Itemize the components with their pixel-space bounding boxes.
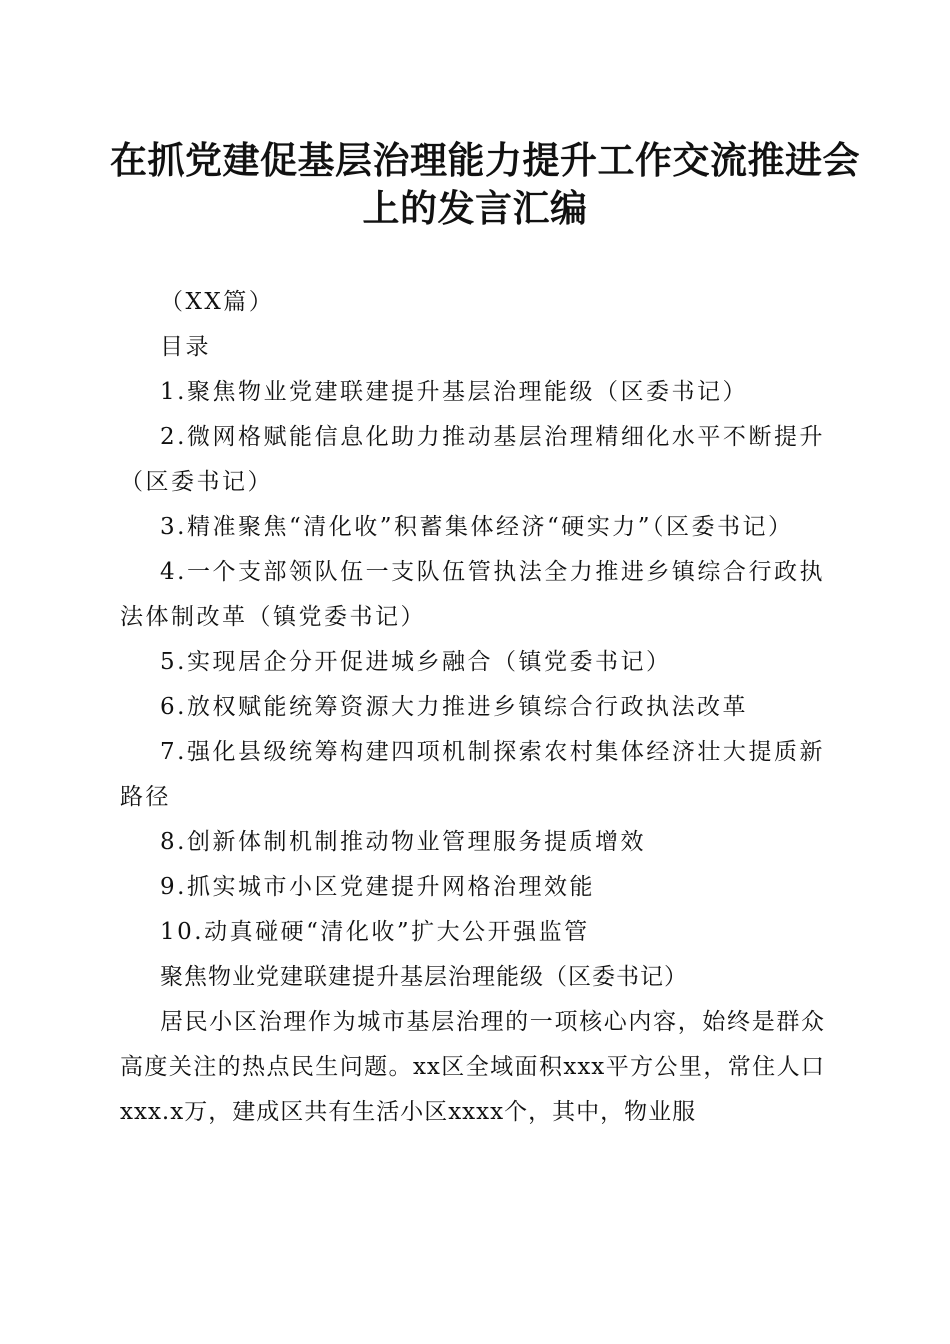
section-heading: 聚焦物业党建联建提升基层治理能级（区委书记） xyxy=(160,964,688,990)
toc-heading: 目录 xyxy=(160,334,211,360)
toc-item: 1.聚焦物业党建联建提升基层治理能级（区委书记） xyxy=(160,379,748,405)
toc-item: 3.精准聚焦“清化收”积蓄集体经济“硬实力”（区委书记） xyxy=(160,514,794,540)
toc-item: 2.微网格赋能信息化助力推动基层治理精细化水平不断提升（区委书记） xyxy=(120,424,825,495)
subtitle: （XX篇） xyxy=(160,289,275,315)
toc-item: 9.抓实城市小区党建提升网格治理效能 xyxy=(160,874,595,900)
document-title xyxy=(110,136,860,232)
toc-item: 6.放权赋能统筹资源大力推进乡镇综合行政执法改革 xyxy=(160,694,748,720)
toc-item: 4.一个支部领队伍一支队伍管执法全力推进乡镇综合行政执法体制改革（镇党委书记） xyxy=(120,559,825,630)
title-line-2: 上的发言汇编 xyxy=(362,186,588,230)
body-paragraph: 居民小区治理作为城市基层治理的一项核心内容，始终是群众高度关注的热点民生问题。xx区全域面积xxx平方公里，常住人口xxx.x万，建成区共有生活小区xxxx个，其中，物业服 xyxy=(120,1009,825,1125)
document-body xyxy=(120,280,825,1135)
toc-item: 7.强化县级统筹构建四项机制探索农村集体经济壮大提质新路径 xyxy=(120,739,825,810)
toc-item: 5.实现居企分开促进城乡融合（镇党委书记） xyxy=(160,649,672,675)
toc-item: 10.动真碰硬“清化收”扩大公开强监管 xyxy=(160,919,590,945)
title-line-1: 在抓党建促基层治理能力提升工作交流推进会 xyxy=(110,138,860,182)
toc-item: 8.创新体制机制推动物业管理服务提质增效 xyxy=(160,829,646,855)
